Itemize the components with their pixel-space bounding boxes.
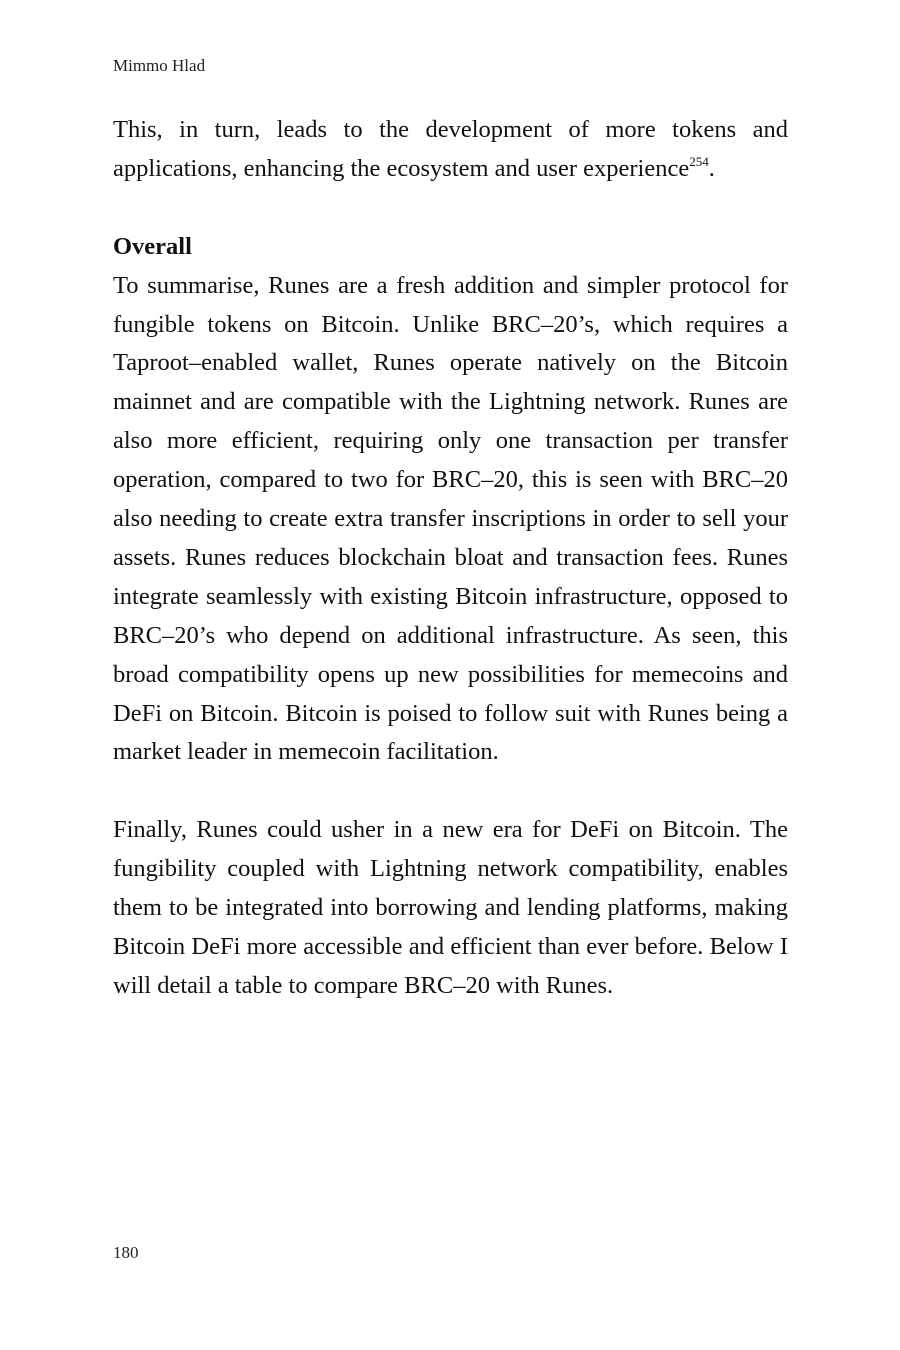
intro-paragraph-end: . (708, 154, 715, 182)
body-text (113, 111, 788, 1006)
footnote-marker: 254 (689, 153, 709, 169)
page-number: 180 (113, 1243, 139, 1262)
running-head-author: Mimmo Hlad (113, 56, 206, 75)
intro-paragraph (113, 111, 788, 189)
section-heading: Overall (113, 232, 192, 260)
intro-paragraph-text: This, in turn, leads to the development of more tokens and applications, enhancing the ecosystem and user experience (113, 116, 788, 182)
summary-paragraph: To summarise, Runes are a fresh addition and simpler protocol for fungible tokens on Bitcoin. Unlike BRC–20’s, which requires a Taproot–enabled wallet, Runes operate natively on the Bitcoin mainnet and are compatible with the Lightning network. Runes are also more efficient, requiring only one transaction per transfer operation, compared to two for BRC–20, this is seen with BRC–20 also needing to create extra transfer inscriptions in order to sell your assets. Runes reduces blockchain bloat and transaction fees. Runes integrate seamlessly with existing Bitcoin infrastructure, opposed to BRC–20’s who depend on additional infrastructure. As seen, this broad compatibility opens up new possibilities for memecoins and DeFi on Bitcoin. Bitcoin is poised to follow suit with Runes being a market leader in memecoin facilitation. (113, 271, 788, 766)
final-paragraph: Finally, Runes could usher in a new era for DeFi on Bitcoin. The fungibility coupled with Lightning network compatibility, enables them to be integrated into borrowing and lending platforms, making Bitcoin DeFi more accessible and efficient than ever before. Below I will detail a table to compare BRC–20 with Runes. (113, 816, 788, 999)
